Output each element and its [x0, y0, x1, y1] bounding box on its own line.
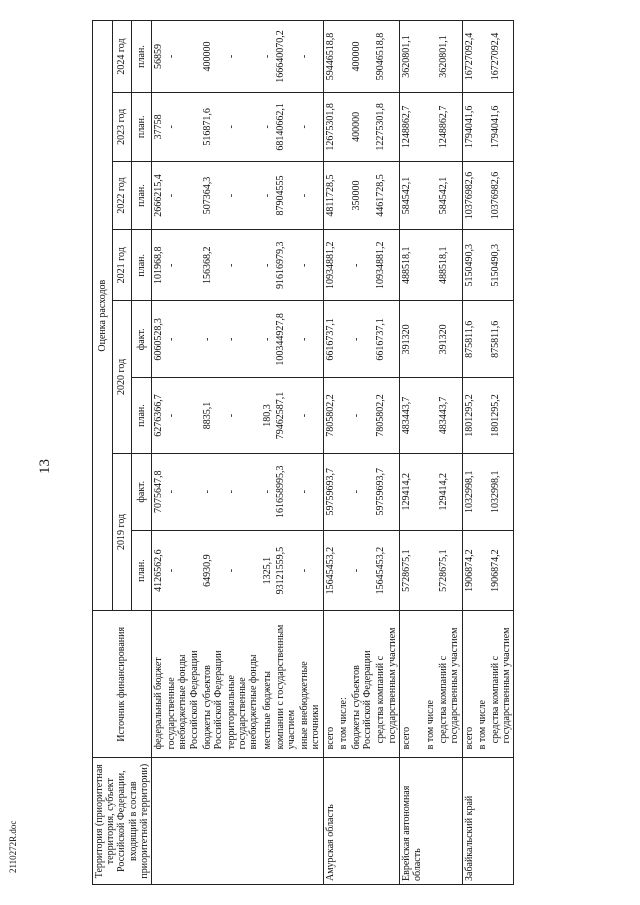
table-row: [476, 21, 489, 885]
value-cell: 1906874,2: [462, 530, 476, 610]
value-cell: 91616979,3: [274, 230, 298, 301]
value-cell: 516871,6: [201, 92, 225, 161]
value-cell: -: [298, 161, 323, 230]
value-cell: -: [225, 161, 261, 230]
value-cell: -: [350, 530, 374, 610]
value-cell: 59759693,7: [374, 453, 399, 530]
value-cell: [337, 530, 350, 610]
value-cell: 59046518,8: [374, 21, 399, 93]
value-cell: 64930,9: [201, 530, 225, 610]
value-cell: 483443,7: [437, 378, 462, 453]
value-cell: 15645453,2: [323, 530, 337, 610]
territory-cell: Амурская область: [323, 758, 337, 885]
table-row: [323, 21, 337, 885]
value-cell: 1248862,7: [437, 92, 462, 161]
header-fact: факт.: [132, 301, 152, 378]
value-cell: 10934881,2: [374, 230, 399, 301]
value-cell: [476, 453, 489, 530]
value-cell: -: [298, 230, 323, 301]
value-cell: [424, 301, 437, 378]
header-plan: план.: [132, 21, 152, 93]
value-cell: [476, 378, 489, 453]
value-cell: -: [225, 530, 261, 610]
source-cell: иные внебюджетные источники: [298, 611, 323, 758]
table-row: [350, 21, 374, 885]
value-cell: -: [165, 230, 201, 301]
value-cell: 400000: [350, 92, 374, 161]
value-cell: -: [165, 530, 201, 610]
value-cell: -: [298, 453, 323, 530]
header-plan: план.: [132, 92, 152, 161]
value-cell: -: [201, 301, 225, 378]
value-cell: 129414,2: [399, 453, 424, 530]
table-row: [261, 21, 274, 885]
table-row: [165, 21, 201, 885]
value-cell: -: [225, 230, 261, 301]
territory-cell: [374, 758, 399, 885]
source-cell: средства компаний с государственным участием: [437, 611, 462, 758]
value-cell: [424, 92, 437, 161]
value-cell: 101968,8: [151, 230, 165, 301]
value-cell: -: [350, 301, 374, 378]
territory-cell: [261, 758, 274, 885]
value-cell: 8835,1: [201, 378, 225, 453]
value-cell: -: [350, 378, 374, 453]
value-cell: 15645453,2: [374, 530, 399, 610]
value-cell: -: [225, 21, 261, 93]
value-cell: [424, 453, 437, 530]
table-row: [337, 21, 350, 885]
territory-cell: [350, 758, 374, 885]
document-filename: 2110272R.doc: [8, 820, 18, 873]
value-cell: [476, 92, 489, 161]
value-cell: 5150490,3: [489, 230, 514, 301]
value-cell: [424, 230, 437, 301]
territory-cell: [337, 758, 350, 885]
header-year-2023: 2023 год: [112, 92, 132, 161]
table-row: [374, 21, 399, 885]
table-body: [151, 21, 513, 885]
header-year-2020: 2020 год: [112, 301, 132, 453]
territory-cell: [476, 758, 489, 885]
value-cell: 37758: [151, 92, 165, 161]
value-cell: -: [225, 92, 261, 161]
value-cell: 3620801,1: [437, 21, 462, 93]
value-cell: 3620801,1: [399, 21, 424, 93]
value-cell: [337, 230, 350, 301]
header-fact: факт.: [132, 453, 152, 530]
table-row: [274, 21, 298, 885]
value-cell: 10376982,6: [462, 161, 476, 230]
value-cell: 5728675,1: [437, 530, 462, 610]
value-cell: 7075647,8: [151, 453, 165, 530]
territory-cell: [201, 758, 225, 885]
header-year-2019: 2019 год: [112, 453, 132, 611]
source-cell: в том числе: [476, 611, 489, 758]
header-year-2021: 2021 год: [112, 230, 132, 301]
value-cell: [337, 301, 350, 378]
value-cell: 1794041,6: [462, 92, 476, 161]
header-territory: Территория (приоритетная территория, субъект Российской Федерации, входящий в состав приоритетной территории): [93, 758, 152, 885]
header-plan: план.: [132, 530, 152, 610]
value-cell: 1794041,6: [489, 92, 514, 161]
value-cell: 6616737,1: [323, 301, 337, 378]
value-cell: 584542,1: [399, 161, 424, 230]
value-cell: 1032998,1: [489, 453, 514, 530]
value-cell: 12675301,8: [323, 92, 337, 161]
value-cell: 180,3: [261, 378, 274, 453]
value-cell: 6060528,3: [151, 301, 165, 378]
value-cell: [424, 21, 437, 93]
value-cell: 507364,3: [201, 161, 225, 230]
value-cell: [337, 92, 350, 161]
value-cell: 391320: [437, 301, 462, 378]
value-cell: 10376982,6: [489, 161, 514, 230]
value-cell: -: [225, 453, 261, 530]
value-cell: [476, 161, 489, 230]
value-cell: 4461728,5: [374, 161, 399, 230]
value-cell: -: [298, 378, 323, 453]
value-cell: [476, 21, 489, 93]
territory-cell: [165, 758, 201, 885]
value-cell: 7805802,2: [323, 378, 337, 453]
value-cell: -: [165, 161, 201, 230]
territory-cell: [225, 758, 261, 885]
value-cell: 59759693,7: [323, 453, 337, 530]
source-cell: всего: [399, 611, 424, 758]
header-plan: план.: [132, 161, 152, 230]
value-cell: 16727092,4: [489, 21, 514, 93]
value-cell: 16727092,4: [462, 21, 476, 93]
value-cell: 1801295,2: [462, 378, 476, 453]
value-cell: 100344927,8: [274, 301, 298, 378]
value-cell: -: [298, 301, 323, 378]
source-cell: местные бюджеты: [261, 611, 274, 758]
value-cell: 584542,1: [437, 161, 462, 230]
value-cell: 483443,7: [399, 378, 424, 453]
value-cell: [476, 301, 489, 378]
value-cell: 161658995,3: [274, 453, 298, 530]
value-cell: 488518,1: [437, 230, 462, 301]
table-row: [462, 21, 476, 885]
value-cell: 5728675,1: [399, 530, 424, 610]
value-cell: -: [350, 230, 374, 301]
header-year-2024: 2024 год: [112, 21, 132, 93]
value-cell: 87904555: [274, 161, 298, 230]
value-cell: [337, 161, 350, 230]
source-cell: бюджеты субъектов Российской Федерации: [350, 611, 374, 758]
value-cell: 875811,6: [489, 301, 514, 378]
value-cell: -: [261, 161, 274, 230]
value-cell: -: [165, 453, 201, 530]
value-cell: -: [225, 378, 261, 453]
value-cell: [476, 530, 489, 610]
value-cell: -: [298, 92, 323, 161]
header-estimate: Оценка расходов: [93, 21, 113, 611]
value-cell: -: [225, 301, 261, 378]
value-cell: 5150490,3: [462, 230, 476, 301]
table-row: [489, 21, 514, 885]
value-cell: -: [261, 230, 274, 301]
source-cell: средства компаний с государственным участием: [374, 611, 399, 758]
source-cell: компании с государственным участием: [274, 611, 298, 758]
value-cell: -: [350, 453, 374, 530]
value-cell: 129414,2: [437, 453, 462, 530]
value-cell: 2666215,4: [151, 161, 165, 230]
source-cell: в том числе:: [337, 611, 350, 758]
territory-cell: Еврейская автономная область: [399, 758, 424, 885]
table-row: [201, 21, 225, 885]
value-cell: -: [201, 453, 225, 530]
value-cell: -: [165, 301, 201, 378]
value-cell: -: [165, 92, 201, 161]
table-row: [151, 21, 165, 885]
source-cell: государственные внебюджетные фонды Российской Федерации: [165, 611, 201, 758]
value-cell: -: [165, 378, 201, 453]
header-source: Источник финансирования: [93, 611, 152, 758]
value-cell: [337, 378, 350, 453]
value-cell: 68140662,1: [274, 92, 298, 161]
value-cell: 400000: [201, 21, 225, 93]
source-cell: в том числе: [424, 611, 437, 758]
page-number: 13: [37, 459, 53, 474]
table-row: [298, 21, 323, 885]
value-cell: 56859: [151, 21, 165, 93]
header-plan: план.: [132, 230, 152, 301]
territory-cell: [489, 758, 514, 885]
header-year-2022: 2022 год: [112, 161, 132, 230]
source-cell: всего: [462, 611, 476, 758]
value-cell: 6616737,1: [374, 301, 399, 378]
table-row: [424, 21, 437, 885]
value-cell: 59446518,8: [323, 21, 337, 93]
value-cell: 156368,2: [201, 230, 225, 301]
value-cell: 1248862,7: [399, 92, 424, 161]
value-cell: -: [298, 530, 323, 610]
table-row: [225, 21, 261, 885]
value-cell: [476, 230, 489, 301]
value-cell: 79462587,1: [274, 378, 298, 453]
header-plan: план.: [132, 378, 152, 453]
value-cell: 1906874,2: [489, 530, 514, 610]
table-row: [437, 21, 462, 885]
value-cell: 875811,6: [462, 301, 476, 378]
value-cell: 12275301,8: [374, 92, 399, 161]
source-cell: бюджеты субъектов Российской Федерации: [201, 611, 225, 758]
value-cell: 6276366,7: [151, 378, 165, 453]
territory-cell: Забайкальский край: [462, 758, 476, 885]
value-cell: -: [261, 301, 274, 378]
source-cell: федеральный бюджет: [151, 611, 165, 758]
territory-cell: [424, 758, 437, 885]
value-cell: -: [261, 21, 274, 93]
value-cell: 400000: [350, 21, 374, 93]
source-cell: средства компаний с государственным участием: [489, 611, 514, 758]
territory-cell: [298, 758, 323, 885]
value-cell: 166640070,2: [274, 21, 298, 93]
value-cell: -: [298, 21, 323, 93]
territory-cell: [437, 758, 462, 885]
value-cell: 93121559,5: [274, 530, 298, 610]
value-cell: -: [261, 453, 274, 530]
rotated-page-content: [92, 20, 608, 885]
territory-cell: [274, 758, 298, 885]
value-cell: 10934881,2: [323, 230, 337, 301]
value-cell: -: [165, 21, 201, 93]
source-cell: всего: [323, 611, 337, 758]
value-cell: 1032998,1: [462, 453, 476, 530]
source-cell: территориальные государственные внебюджетные фонды: [225, 611, 261, 758]
territory-cell: [151, 758, 165, 885]
value-cell: 4126562,6: [151, 530, 165, 610]
expenditure-table: [92, 20, 514, 885]
value-cell: -: [261, 92, 274, 161]
table-row: [399, 21, 424, 885]
value-cell: 350000: [350, 161, 374, 230]
value-cell: [337, 21, 350, 93]
value-cell: 4811728,5: [323, 161, 337, 230]
value-cell: [337, 453, 350, 530]
value-cell: 1325,1: [261, 530, 274, 610]
value-cell: 7805802,2: [374, 378, 399, 453]
value-cell: [424, 378, 437, 453]
value-cell: 1801295,2: [489, 378, 514, 453]
value-cell: [424, 530, 437, 610]
value-cell: [424, 161, 437, 230]
value-cell: 391320: [399, 301, 424, 378]
value-cell: 488518,1: [399, 230, 424, 301]
